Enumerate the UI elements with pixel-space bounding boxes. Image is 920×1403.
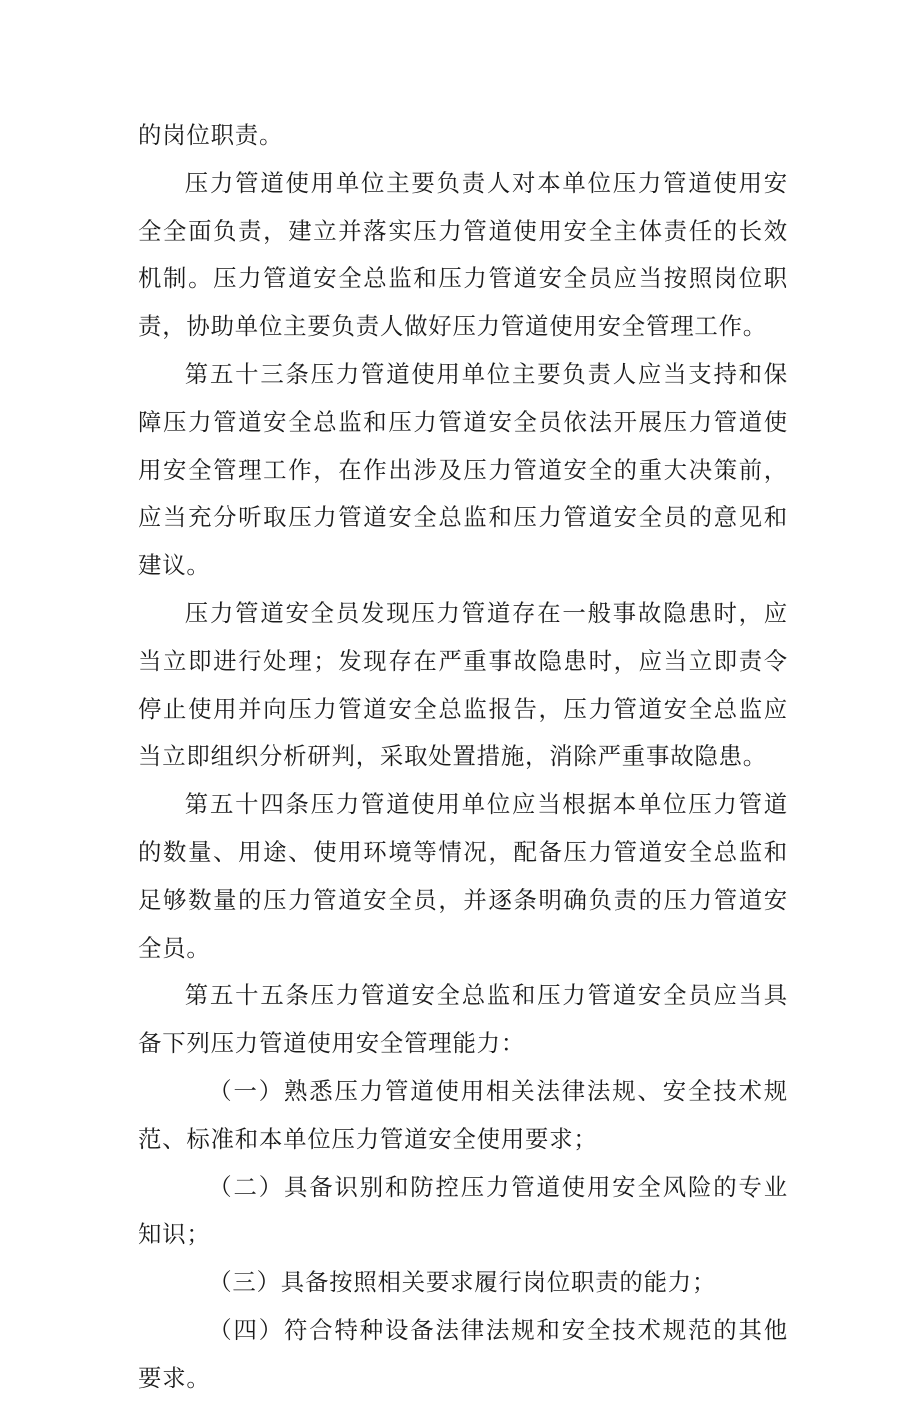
paragraph-responsibility: 压力管道使用单位主要负责人对本单位压力管道使用安全全面负责，建立并落实压力管道使用安全主体责任的长效机制。压力管道安全总监和压力管道安全员应当按照岗位职责，协助单位主要负责人做好压力管道使用安全管理工作。	[138, 168, 788, 341]
paragraph-article-53: 第五十三条压力管道使用单位主要负责人应当支持和保障压力管道安全总监和压力管道安全员依法开展压力管道使用安全管理工作，在作出涉及压力管道安全的重大决策前，应当充分听取压力管道安全总监和压力管道安全员的意见和建议。	[138, 359, 788, 580]
paragraph-continuation: 的岗位职责。	[138, 121, 284, 149]
paragraph-article-55: 第五十五条压力管道安全总监和压力管道安全员应当具备下列压力管道使用安全管理能力：	[138, 981, 788, 1058]
document-body	[138, 112, 788, 1403]
list-item-3: （三）具备按照相关要求履行岗位职责的能力；	[208, 1268, 717, 1297]
paragraph-hazard-handling: 压力管道安全员发现压力管道存在一般事故隐患时，应当立即进行处理；发现存在严重事故隐患时，应当立即责令停止使用并向压力管道安全总监报告，压力管道安全总监应当立即组织分析研判，采取处置措施，消除严重事故隐患。	[138, 598, 788, 771]
list-item-1: （一）熟悉压力管道使用相关法律法规、安全技术规范、标准和本单位压力管道安全使用要求；	[138, 1076, 788, 1153]
paragraph-article-54: 第五十四条压力管道使用单位应当根据本单位压力管道的数量、用途、使用环境等情况，配备压力管道安全总监和足够数量的压力管道安全员，并逐条明确负责的压力管道安全员。	[138, 790, 788, 962]
list-item-4: （四）符合特种设备法律法规和安全技术规范的其他要求。	[138, 1315, 788, 1392]
list-item-2: （二）具备识别和防控压力管道使用安全风险的专业知识；	[138, 1172, 788, 1249]
